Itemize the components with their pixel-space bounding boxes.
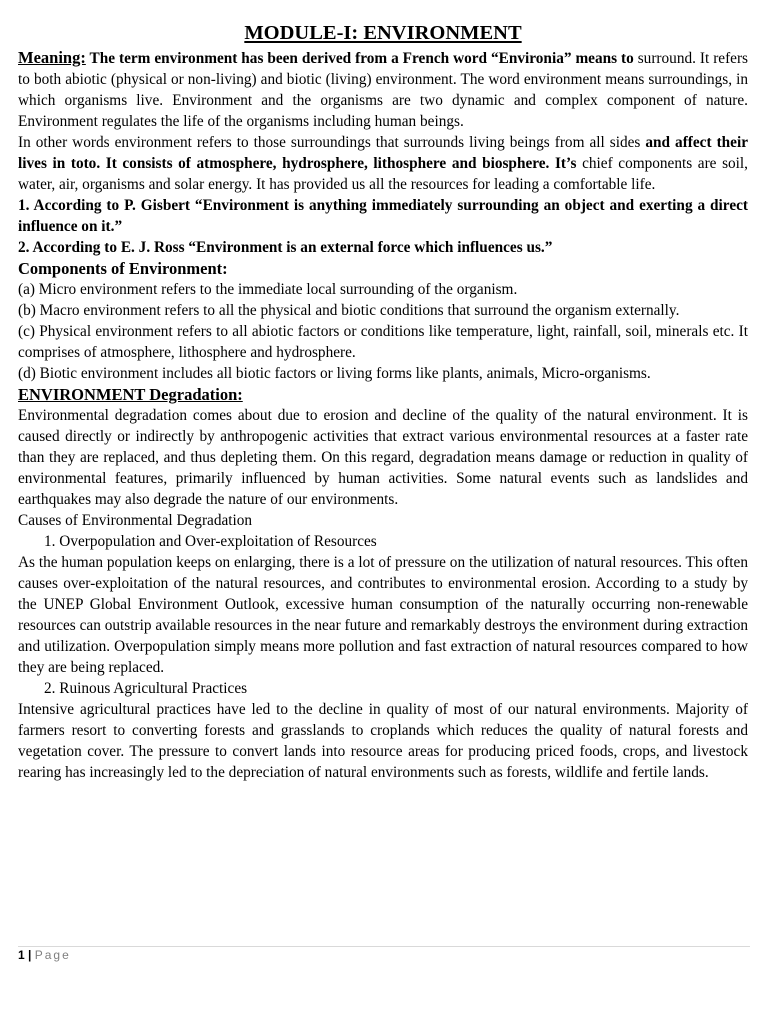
other-words-text: chief components are soil, water, air, organisms and solar energy. It has provided us all the resources for leading a comfortable life.	[18, 155, 748, 193]
component-item-biotic: (d) Biotic environment includes all biotic factors or living forms like plants, animals, Micro-organisms.	[18, 365, 651, 382]
component-item-micro: (a) Micro environment refers to the immediate local surrounding of the organism.	[18, 281, 518, 298]
component-item-physical: (c) Physical environment refers to all abiotic factors or conditions like temperature, light, rainfall, soil, minerals etc. It comprises of atmosphere, lithosphere and hydrosphere.	[18, 323, 748, 361]
other-words-paragraph	[18, 132, 748, 195]
footer-divider	[18, 946, 750, 947]
cause-2-paragraph: Intensive agricultural practices have led to the decline in quality of most of our natural environments. Majority of farmers resort to converting forests and grasslands to croplands which reduces the quality of natural forests and vegetation cover. The pressure to convert lands into resource areas for producing priced foods, crops, and livestock rearing has increasingly led to the depreciation of natural environments such as forests, wildlife and fertile lands.	[18, 701, 748, 781]
meaning-label: Meaning:	[18, 48, 86, 67]
degradation-paragraph: Environmental degradation comes about due to erosion and decline of the quality of the natural environment. It is caused directly or indirectly by anthropogenic activities that extract various environmental resources at a faster rate than they are replaced, and thus depleting them. On this regard, degradation means damage or reduction in quality of environmental features, primarily influenced by human activities. Some natural events such as landslides and earthquakes may also degrade the nature of our environments.	[18, 407, 748, 508]
other-words-line1: In other words environment refers to those surroundings that surrounds living beings from all sides	[18, 134, 641, 151]
definition-gisbert: 1. According to P. Gisbert “Environment is anything immediately surrounding an object and exerting a direct influence on it.”	[18, 197, 748, 235]
document-body	[18, 20, 748, 783]
meaning-text: surround. It refers to both abiotic (physical or non-living) and biotic (living) environment. The word environment means surroundings, in which organisms live. Environment and the organisms are two dynamic and complex component of nature. Environment regulates the life of the organisms including human beings.	[18, 50, 749, 130]
meaning-paragraph	[18, 47, 748, 132]
definition-ross: 2. According to E. J. Ross “Environment is an external force which influences us.”	[18, 239, 553, 256]
page-label: Page	[34, 948, 71, 962]
other-words-bold-text: and affect their lives in toto. It consists of atmosphere, hydrosphere, lithosphere and biosphere. It’s	[18, 134, 749, 172]
page-title: MODULE-I: ENVIRONMENT	[244, 22, 522, 44]
page-number: 1	[18, 948, 25, 962]
degradation-heading: ENVIRONMENT Degradation:	[18, 385, 243, 404]
cause-1-title: 1. Overpopulation and Over-exploitation of Resources	[44, 533, 377, 550]
page-footer	[18, 948, 71, 962]
components-heading: Components of Environment:	[18, 259, 228, 278]
component-item-macro: (b) Macro environment refers to all the physical and biotic conditions that surround the organism externally.	[18, 302, 680, 319]
causes-heading: Causes of Environmental Degradation	[18, 512, 253, 529]
page-separator: |	[24, 948, 35, 962]
cause-2-title: 2. Ruinous Agricultural Practices	[44, 680, 248, 697]
cause-1-paragraph: As the human population keeps on enlarging, there is a lot of pressure on the utilization of natural resources. This often causes over-exploitation of the natural resources, and contributes to environmental erosion. According to a study by the UNEP Global Environment Outlook, excessive human consumption of the naturally occurring non-renewable resources can outstrip available resources in the near future and remarkably destroys the environment during extraction and utilization. Overpopulation simply means more pollution and fast extraction of natural resources compared to how they are being replaced.	[18, 554, 748, 676]
meaning-bold-text: The term environment has been derived from a French word “Environia” means to	[85, 50, 634, 67]
